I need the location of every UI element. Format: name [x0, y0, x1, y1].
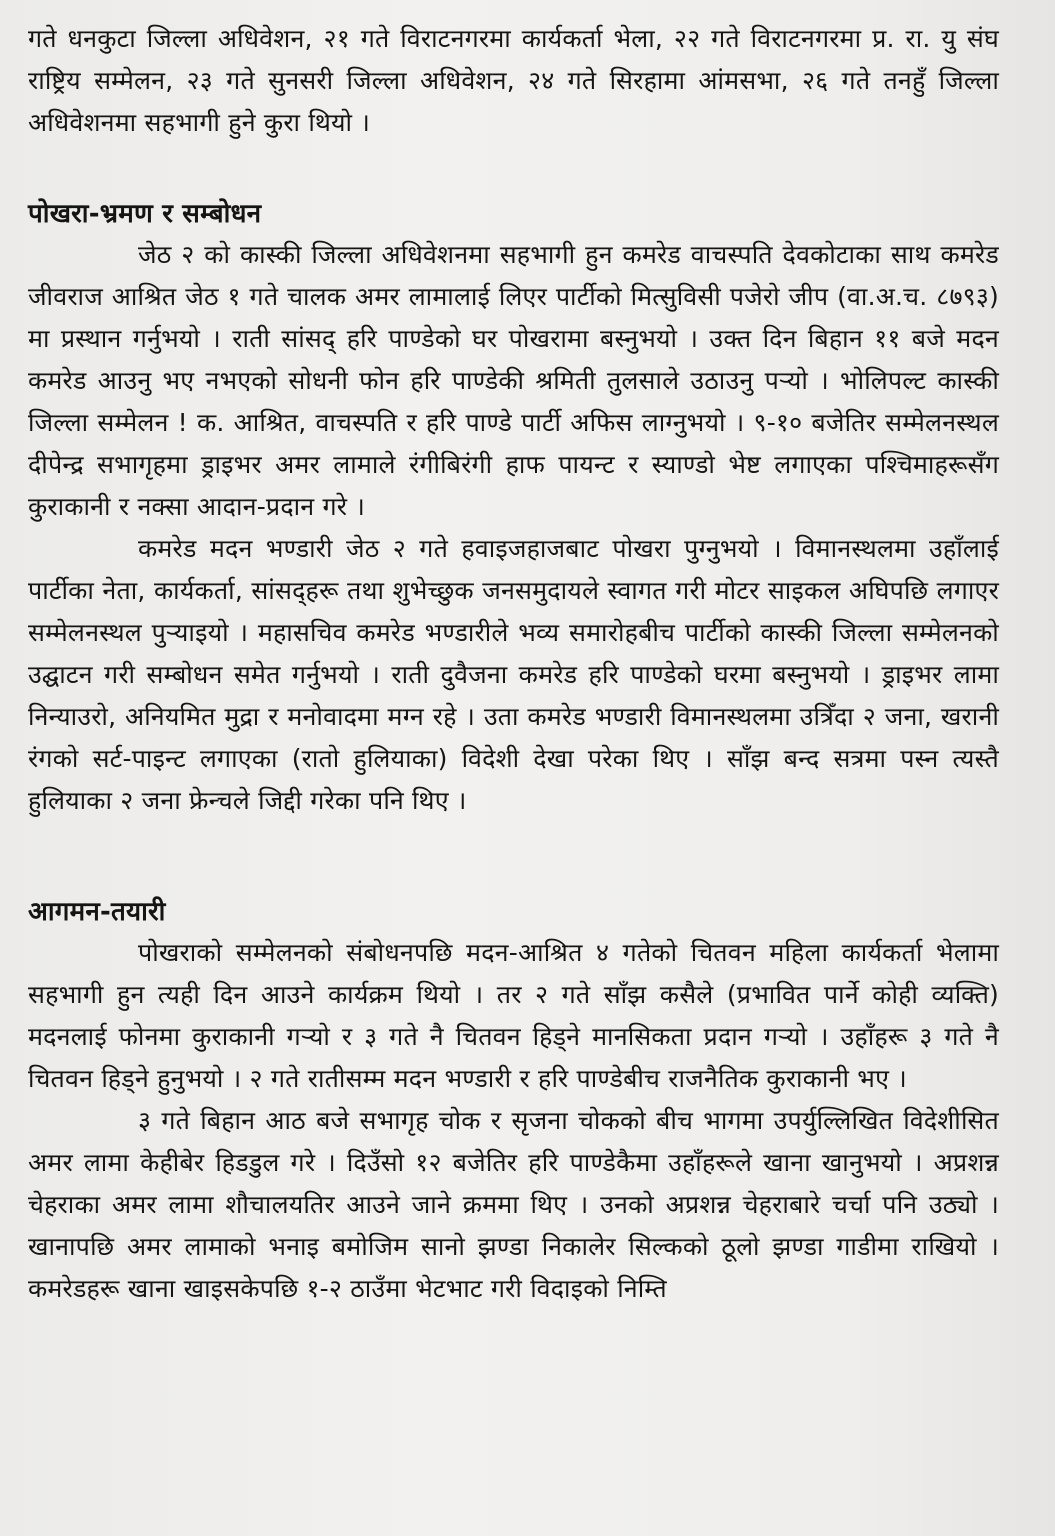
paragraph-pokhara-1: जेठ २ को कास्की जिल्ला अधिवेशनमा सहभागी हुन कमरेड वाचस्पति देवकोटाका साथ कमरेड जीवराज आश्रित जेठ १ गते चालक अमर लामालाई लिएर पार्टीको मित्सुविसी पजेरो जीप (वा.अ.च. ८७९३) मा प्रस्थान गर्नुभयो । राती सांसद् हरि पाण्डेको घर पोखरामा बस्नुभयो । उक्त दिन बिहान ११ बजे मदन कमरेड आउनु भए नभएको सोधनी फोन हरि पाण्डेकी श्रमिती तुलसाले उठाउनु पर्‍यो । भोलिपल्ट कास्की जिल्ला सम्मेलन ! क. आश्रित, वाचस्पति र हरि पाण्डे पार्टी अफिस लाग्नुभयो । ९-१० बजेतिर सम्मेलनस्थल दीपेन्द्र सभागृहमा ड्राइभर अमर लामाले रंगीबिरंगी हाफ पायन्ट र स्याण्डो भेष्ट लगाएका पश्चिमाहरूसँग कुराकानी र नक्सा आदान-प्रदान गरे ।	[28, 240, 999, 521]
paragraph-continuation: गते धनकुटा जिल्ला अधिवेशन, २१ गते विराटनगरमा कार्यकर्ता भेला, २२ गते विराटनगरमा प्र. रा. यु संघ राष्ट्रिय सम्मेलन, २३ गते सुनसरी जिल्ला अधिवेशन, २४ गते सिरहामा आंमसभा, २६ गते तनहुँ जिल्ला अधिवेशनमा सहभागी हुने कुरा थियो ।	[28, 24, 999, 137]
paragraph-arrival-2: ३ गते बिहान आठ बजे सभागृह चोक र सृजना चोकको बीच भागमा उपर्युल्लिखित विदेशीसित अमर लामा केहीबेर हिडडुल गरे । दिउँसो १२ बजेतिर हरि पाण्डेकैमा उहाँहरूले खाना खानुभयो । अप्रशन्न चेहराका अमर लामा शौचालयतिर आउने जाने क्रममा थिए । उनको अप्रशन्न चेहराबारे चर्चा पनि उठ्यो । खानापछि अमर लामाको भनाइ बमोजिम सानो झण्डा निकालेर सिल्कको ठूलो झण्डा गाडीमा राखियो । कमरेडहरू खाना खाइसकेपछि १-२ ठाउँमा भेटभाट गरी विदाइको निम्ति	[28, 1106, 999, 1303]
section-heading-pokhara-visit: पोखरा-भ्रमण र सम्बोधन	[28, 199, 262, 229]
paragraph-arrival-1: पोखराको सम्मेलनको संबोधनपछि मदन-आश्रित ४ गतेको चितवन महिला कार्यकर्ता भेलामा सहभागी हुन त्यही दिन आउने कार्यक्रम थियो । तर २ गते साँझ कसैले (प्रभावित पार्ने कोही व्यक्ति) मदनलाई फोनमा कुराकानी गर्‍यो र ३ गते नै चितवन हिड्ने मानसिकता प्रदान गर्‍यो । उहाँहरू ३ गते नै चितवन हिड्ने हुनुभयो । २ गते रातीसम्म मदन भण्डारी र हरि पाण्डेबीच राजनैतिक कुराकानी भए ।	[28, 938, 999, 1093]
paragraph-pokhara-2: कमरेड मदन भण्डारी जेठ २ गते हवाइजहाजबाट पोखरा पुग्नुभयो । विमानस्थलमा उहाँलाई पार्टीका नेता, कार्यकर्ता, सांसद्हरू तथा शुभेच्छुक जनसमुदायले स्वागत गरी मोटर साइकल अघिपछि लगाएर सम्मेलनस्थल पुर्‍याइयो । महासचिव कमरेड भण्डारीले भव्य समारोहबीच पार्टीको कास्की जिल्ला सम्मेलनको उद्घाटन गरी सम्बोधन समेत गर्नुभयो । राती दुवैजना कमरेड हरि पाण्डेको घरमा बस्नुभयो । ड्राइभर लामा निन्याउरो, अनियमित मुद्रा र मनोवादमा मग्न रहे । उता कमरेड भण्डारी विमानस्थलमा उत्रिँदा २ जना, खरानी रंगको सर्ट-पाइन्ट लगाएका (रातो हुलियाका) विदेशी देखा परेका थिए । साँझ बन्द सत्रमा पस्न त्यस्तै हुलियाका २ जना फ्रेन्चले जिद्दी गरेका पनि थिए ।	[28, 534, 999, 815]
section-heading-arrival-preparation: आगमन-तयारी	[28, 897, 166, 927]
